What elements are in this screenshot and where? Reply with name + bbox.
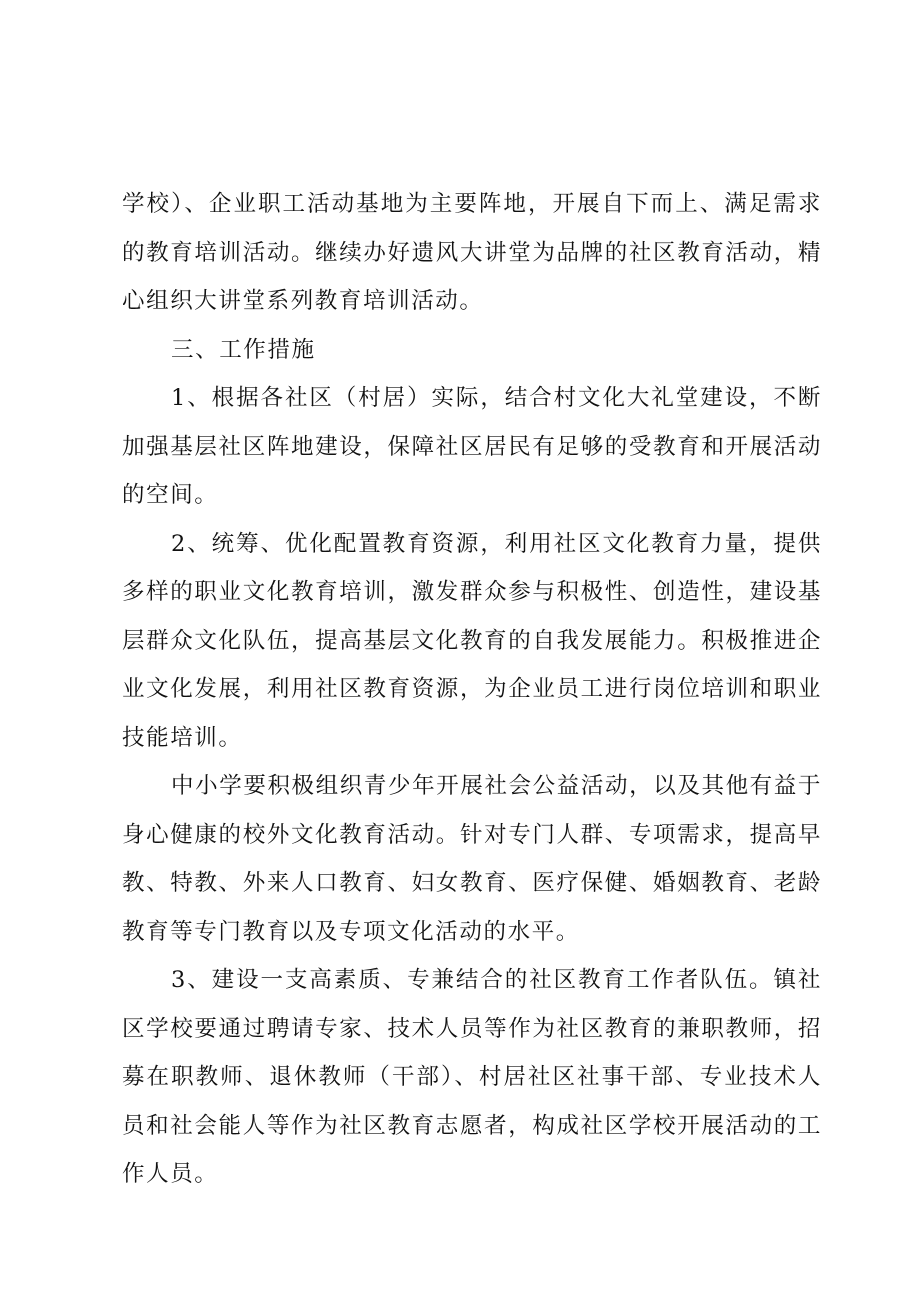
- paragraph-measure-1: 1、根据各社区（村居）实际，结合村文化大礼堂建设，不断加强基层社区阵地建设，保障社区居民有足够的受教育和开展活动的空间。: [122, 385, 822, 508]
- paragraph-schools: 中小学要积极组织青少年开展社会公益活动，以及其他有益于身心健康的校外文化教育活动。针对专门人群、专项需求，提高早教、特教、外来人口教育、妇女教育、医疗保健、婚姻教育、老龄教育等专门教育以及专项文化活动的水平。: [122, 773, 822, 945]
- paragraph-measure-2: 2、统筹、优化配置教育资源，利用社区文化教育力量，提供多样的职业文化教育培训，激发群众参与积极性、创造性，建设基层群众文化队伍，提高基层文化教育的自我发展能力。积极推进企业文化发展，利用社区教育资源，为企业员工进行岗位培训和职业技能培训。: [122, 530, 822, 751]
- paragraph-continuation: 学校）、企业职工活动基地为主要阵地，开展自下而上、满足需求的教育培训活动。继续办好遗风大讲堂为品牌的社区教育活动，精心组织大讲堂系列教育培训活动。: [122, 191, 822, 314]
- section-heading: 三、工作措施: [171, 336, 316, 363]
- document-body: [122, 180, 822, 1199]
- paragraph-measure-3: 3、建设一支高素质、专兼结合的社区教育工作者队伍。镇社区学校要通过聘请专家、技术人员等作为社区教育的兼职教师，招募在职教师、退休教师（干部）、村居社区社事干部、专业技术人员和社会能人等作为社区教育志愿者，构成社区学校开展活动的工作人员。: [122, 967, 822, 1187]
